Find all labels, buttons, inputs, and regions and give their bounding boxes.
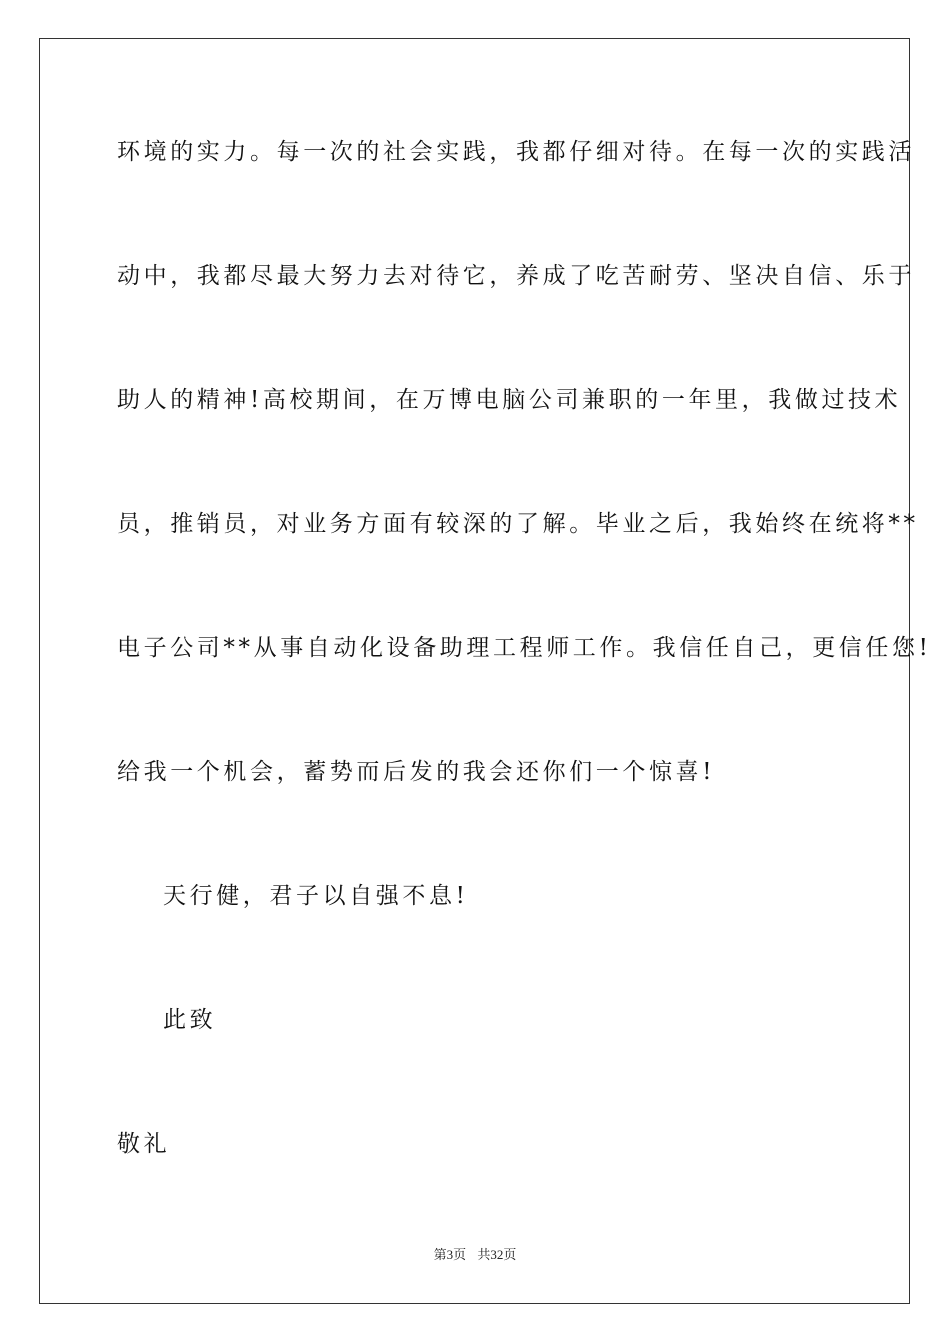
paragraph-line: 电子公司**从事自动化设备助理工程师工作。我信任自己，更信任您! bbox=[117, 635, 932, 661]
page-number: 第3页 bbox=[433, 1247, 467, 1262]
paragraph-line: 助人的精神!高校期间，在万博电脑公司兼职的一年里，我做过技术 bbox=[117, 387, 902, 413]
salutation-line: 敬礼 bbox=[117, 1131, 171, 1157]
page-footer bbox=[0, 1246, 950, 1264]
closing-line: 此致 bbox=[163, 1007, 217, 1033]
paragraph-line: 员，推销员，对业务方面有较深的了解。毕业之后，我始终在统将** bbox=[117, 511, 919, 537]
motto-line: 天行健，君子以自强不息! bbox=[163, 883, 469, 909]
paragraph-line: 动中，我都尽最大努力去对待它，养成了吃苦耐劳、坚决自信、乐于 bbox=[117, 263, 915, 289]
paragraph-line: 给我一个机会，蓄势而后发的我会还你们一个惊喜! bbox=[117, 759, 716, 785]
paragraph-line: 环境的实力。每一次的社会实践，我都仔细对待。在每一次的实践活 bbox=[117, 139, 915, 165]
page-frame bbox=[39, 38, 910, 1304]
total-pages: 共32页 bbox=[477, 1247, 517, 1262]
